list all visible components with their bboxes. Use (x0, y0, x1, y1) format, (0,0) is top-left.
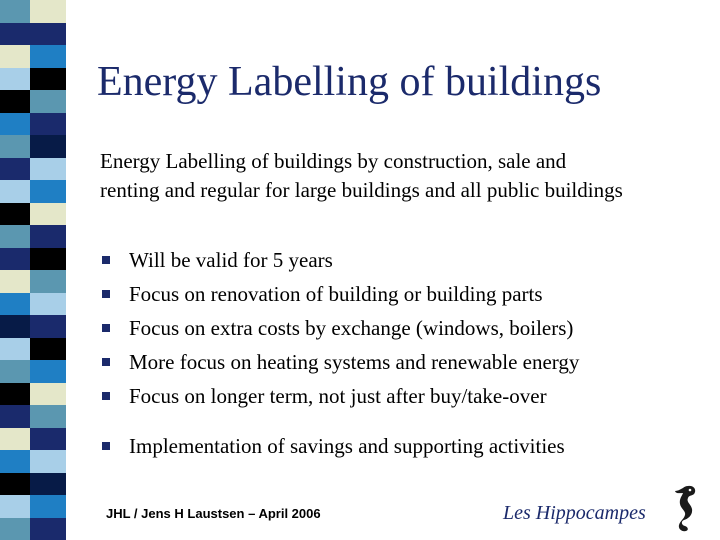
square-bullet-icon (102, 442, 110, 450)
brand-name: Les Hippocampes (503, 502, 646, 524)
bullet-text: Focus on longer term, not just after buy/take-over (129, 383, 547, 408)
intro-line: Energy Labelling of buildings by construction, sale and (100, 149, 567, 173)
bullet-text: Will be valid for 5 years (129, 247, 333, 272)
decorative-stripe (0, 0, 66, 540)
seahorse-logo-icon (664, 482, 704, 534)
bullet-text: Implementation of savings and supporting activities (129, 433, 565, 458)
bullet-text: Focus on extra costs by exchange (windows, boilers) (129, 315, 574, 340)
bullet-item (100, 345, 579, 379)
slide-title: Energy Labelling of buildings (97, 59, 602, 105)
square-bullet-icon (102, 392, 110, 400)
footer-credit: JHL / Jens H Laustsen – April 2006 (106, 506, 321, 521)
bullet-item (100, 277, 579, 311)
square-bullet-icon (102, 358, 110, 366)
intro-paragraph (100, 147, 710, 205)
bullet-item (100, 243, 579, 277)
bullet-item (100, 379, 579, 413)
intro-line: renting and regular for large buildings and all public buildings (100, 178, 623, 202)
bullet-item (100, 429, 579, 463)
square-bullet-icon (102, 324, 110, 332)
bullet-text: Focus on renovation of building or building parts (129, 281, 543, 306)
bullet-list (100, 243, 579, 463)
square-bullet-icon (102, 256, 110, 264)
bullet-item (100, 311, 579, 345)
bullet-text: More focus on heating systems and renewable energy (129, 349, 580, 374)
square-bullet-icon (102, 290, 110, 298)
